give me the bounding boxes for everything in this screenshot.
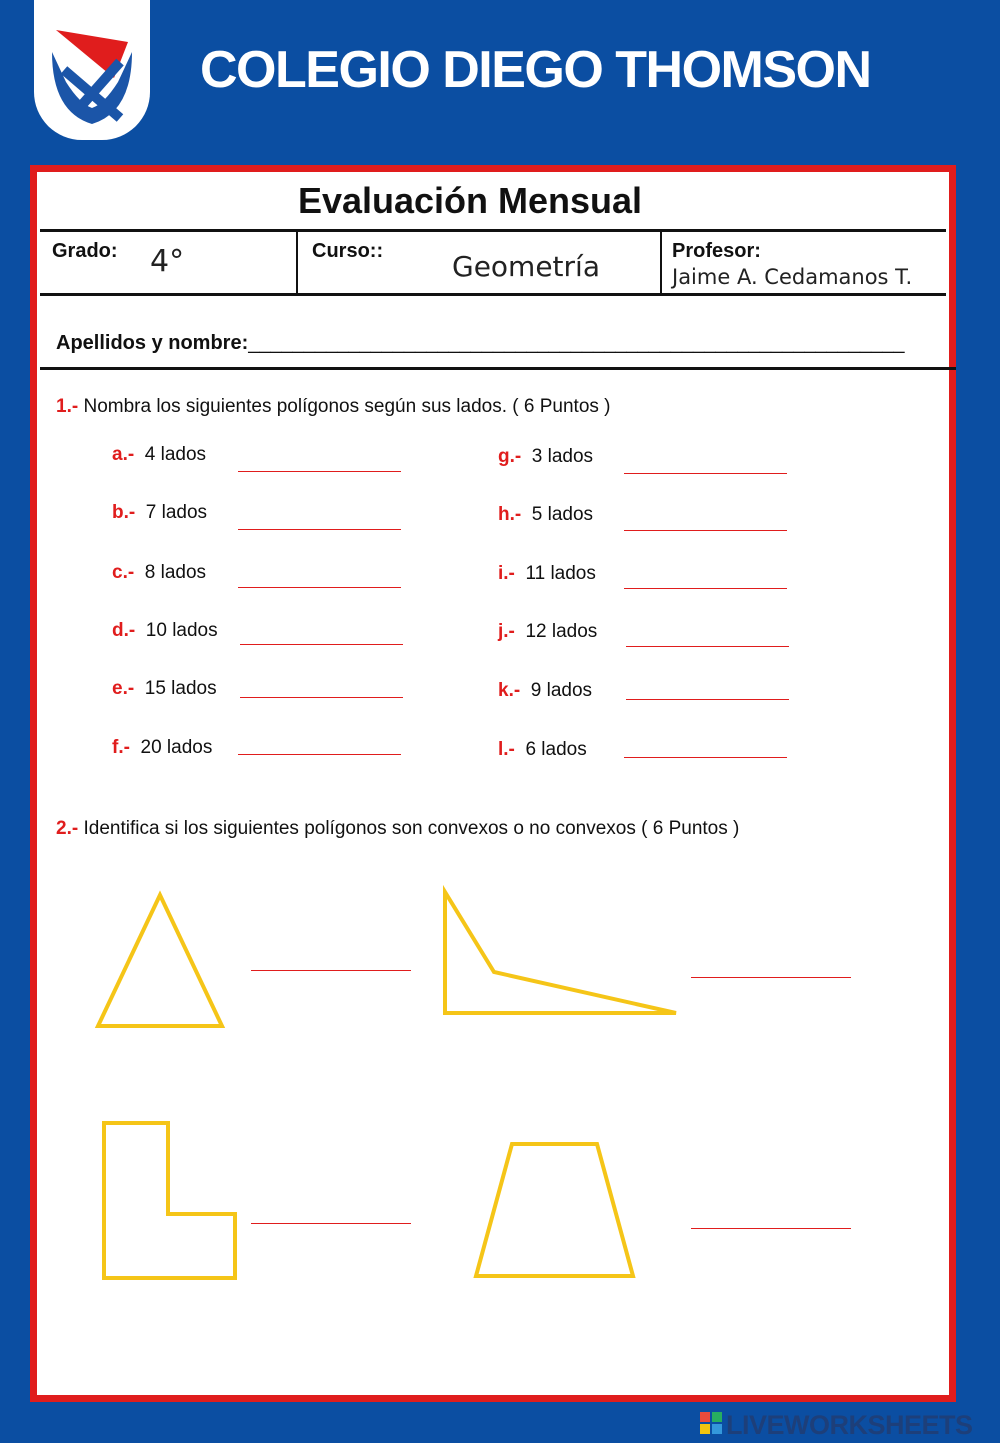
item-text: 20 lados <box>140 737 213 758</box>
curso-value: Geometría <box>452 250 600 283</box>
item-text: 15 lados <box>144 678 217 699</box>
item-letter: h.- <box>498 504 522 525</box>
name-blank: ___________________________________________________________ <box>248 332 905 354</box>
trapezoid-shape <box>476 1144 633 1276</box>
item-letter: d.- <box>112 620 136 641</box>
watermark: LIVEWORKSHEETS <box>726 1410 973 1440</box>
question-1-text: Nombra los siguientes polígonos según sus lados. ( 6 Puntos ) <box>83 396 611 417</box>
item-text: 9 lados <box>530 680 593 701</box>
l-shape <box>104 1123 235 1278</box>
profesor-label: Profesor: <box>672 240 761 262</box>
item-letter: f.- <box>112 737 130 758</box>
answer-blank[interactable] <box>251 1223 411 1224</box>
item-letter: e.- <box>112 678 135 699</box>
answer-blank[interactable] <box>251 970 411 971</box>
school-name: COLEGIO DIEGO THOMSON <box>200 41 871 99</box>
item-letter: a.- <box>112 444 135 465</box>
answer-blank[interactable] <box>691 977 851 978</box>
item-letter: k.- <box>498 680 521 701</box>
question-2-text: Identifica si los siguientes polígonos son convexos o no convexos ( 6 Puntos ) <box>83 818 740 839</box>
answer-blank[interactable] <box>691 1228 851 1229</box>
item-text: 8 lados <box>144 562 207 583</box>
grado-label: Grado: <box>52 240 118 262</box>
grado-value: 4° <box>150 244 185 279</box>
item-text: 4 lados <box>144 444 207 465</box>
item-letter: g.- <box>498 446 522 467</box>
liveworksheets-logo-icon <box>700 1412 722 1434</box>
item-text: 12 lados <box>525 621 598 642</box>
question-2-number: 2.- <box>56 818 79 839</box>
item-letter: i.- <box>498 563 515 584</box>
item-letter: l.- <box>498 739 515 760</box>
item-letter: c.- <box>112 562 135 583</box>
item-text: 6 lados <box>525 739 587 760</box>
triangle-shape <box>98 895 222 1026</box>
name-label: Apellidos y nombre: <box>56 332 249 354</box>
item-text: 10 lados <box>145 620 218 641</box>
question-1-number: 1.- <box>56 396 79 417</box>
item-letter: b.- <box>112 502 136 523</box>
curso-label: Curso:: <box>312 240 384 262</box>
item-text: 3 lados <box>531 446 594 467</box>
right-triangle-shape <box>445 892 676 1013</box>
exam-title: Evaluación Mensual <box>297 180 643 221</box>
profesor-value: Jaime A. Cedamanos T. <box>672 265 913 289</box>
item-text: 5 lados <box>531 504 594 525</box>
item-text: 7 lados <box>145 502 208 523</box>
item-letter: j.- <box>498 621 515 642</box>
item-text: 11 lados <box>525 563 596 584</box>
